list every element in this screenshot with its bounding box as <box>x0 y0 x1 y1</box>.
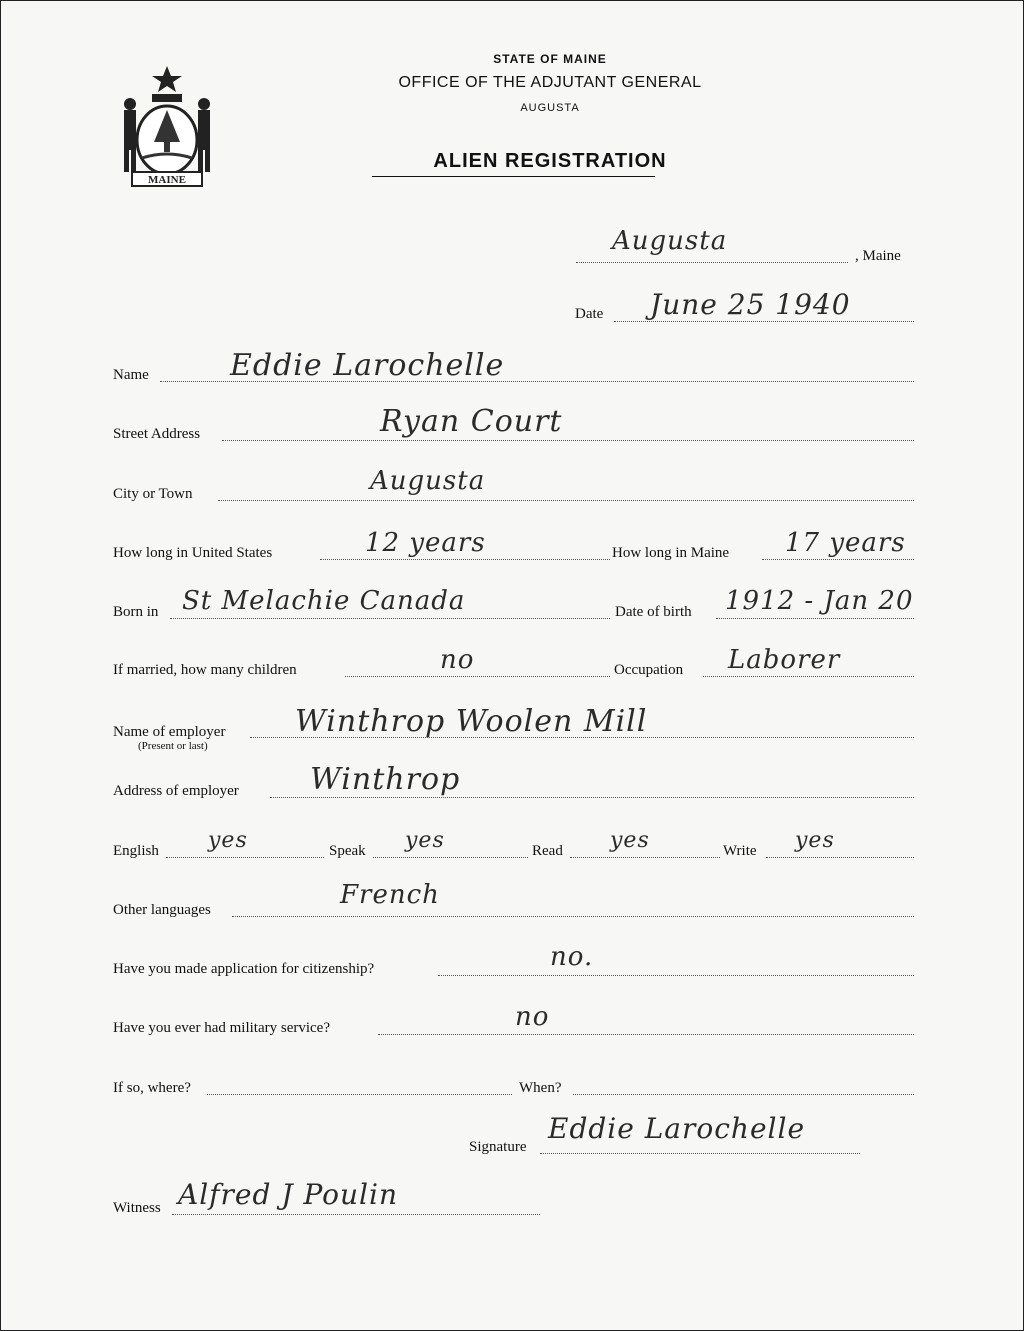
seal-banner-text: MAINE <box>148 174 186 186</box>
military-label: Have you ever had military service? <box>113 1020 330 1036</box>
city-line <box>218 500 914 501</box>
header-state: STATE OF MAINE <box>493 52 607 66</box>
witness-label: Witness <box>113 1200 161 1216</box>
street-line <box>222 440 914 441</box>
maine-state-seal-icon <box>112 62 222 192</box>
citizenship-value: no. <box>550 942 594 972</box>
speak-value: yes <box>405 828 445 853</box>
city-value: Augusta <box>370 466 486 496</box>
signature-line <box>540 1153 860 1154</box>
other-languages-label: Other languages <box>113 902 211 918</box>
how-long-us-line <box>320 559 610 560</box>
when-label: When? <box>519 1080 562 1096</box>
how-long-maine-value: 17 years <box>785 528 906 558</box>
english-label: English <box>113 843 159 859</box>
how-long-maine-line <box>762 559 914 560</box>
employer-note: (Present or last) <box>138 740 208 752</box>
maine-label: , Maine <box>855 248 901 264</box>
witness-value: Alfred J Poulin <box>178 1178 398 1211</box>
date-label: Date <box>575 306 604 322</box>
name-value: Eddie Larochelle <box>230 348 505 383</box>
military-line <box>378 1034 914 1035</box>
witness-line <box>172 1214 540 1215</box>
children-label: If married, how many children <box>113 662 297 678</box>
where-line <box>207 1094 512 1095</box>
title-underline <box>372 176 655 177</box>
born-in-label: Born in <box>113 604 159 620</box>
write-label: Write <box>723 843 757 859</box>
employer-address-label: Address of employer <box>113 783 239 799</box>
citizenship-label: Have you made application for citizenship? <box>113 961 375 977</box>
employer-address-line <box>270 797 914 798</box>
employer-value: Winthrop Woolen Mill <box>295 704 648 739</box>
date-of-birth-value: 1912 - Jan 20 <box>725 586 914 616</box>
read-label: Read <box>532 843 563 859</box>
how-long-us-value: 12 years <box>365 528 486 558</box>
date-of-birth-label: Date of birth <box>615 604 692 620</box>
street-label: Street Address <box>113 426 201 442</box>
read-line <box>570 857 720 858</box>
citizenship-line <box>438 975 914 976</box>
date-value: June 25 1940 <box>650 288 851 321</box>
where-label: If so, where? <box>113 1080 191 1096</box>
speak-label: Speak <box>329 843 366 859</box>
header-office: OFFICE OF THE ADJUTANT GENERAL <box>398 74 702 91</box>
date-of-birth-line <box>716 618 914 619</box>
write-line <box>766 857 914 858</box>
signature-label: Signature <box>469 1139 527 1155</box>
date-line <box>614 321 914 322</box>
employer-address-value: Winthrop <box>310 762 461 797</box>
employer-label: Name of employer <box>113 724 226 740</box>
city-label: City or Town <box>113 486 193 502</box>
name-label: Name <box>113 367 149 383</box>
when-line <box>573 1094 914 1095</box>
other-languages-value: French <box>340 880 440 910</box>
occupation-line <box>703 676 914 677</box>
children-line <box>345 676 610 677</box>
signature-value: Eddie Larochelle <box>548 1112 806 1145</box>
occupation-value: Laborer <box>728 645 841 675</box>
town-value: Augusta <box>612 226 728 256</box>
other-languages-line <box>232 916 914 917</box>
military-value: no <box>515 1002 550 1032</box>
how-long-maine-label: How long in Maine <box>612 545 730 561</box>
children-value: no <box>440 645 475 675</box>
speak-line <box>373 857 528 858</box>
read-value: yes <box>610 828 650 853</box>
english-value: yes <box>208 828 248 853</box>
born-in-value: St Melachie Canada <box>182 586 466 616</box>
write-value: yes <box>795 828 835 853</box>
born-in-line <box>170 618 610 619</box>
header-city: AUGUSTA <box>520 102 580 114</box>
form-title: ALIEN REGISTRATION <box>433 150 667 172</box>
english-line <box>166 857 324 858</box>
occupation-label: Occupation <box>614 662 684 678</box>
street-value: Ryan Court <box>380 404 563 439</box>
how-long-us-label: How long in United States <box>113 545 273 561</box>
town-line <box>576 262 848 263</box>
